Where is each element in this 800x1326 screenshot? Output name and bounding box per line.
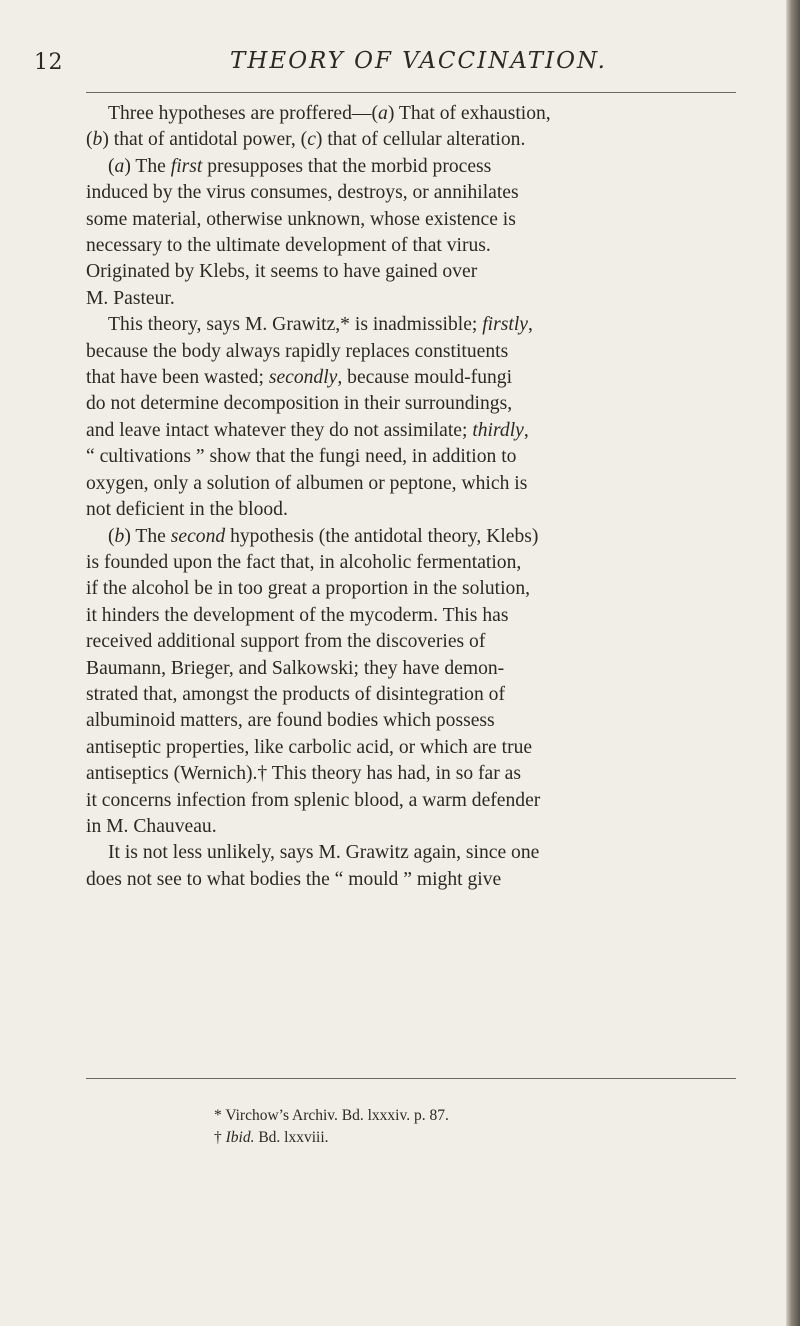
text-line: does not see to what bodies the “ mould ” might give [86,868,502,890]
text-line: antiseptic properties, like carbolic acid, or which are true [86,736,533,758]
paragraph [86,312,738,523]
text-line: in M. Chauveau. [86,815,217,837]
text-line: It is not less unlikely, says M. Grawitz again, since one [108,842,540,864]
text-line: because the body always rapidly replaces constituents [86,340,509,362]
text-line: if the alcohol be in too great a proportion in the solution, [86,578,531,600]
text-line: antiseptics (Wernich).† This theory has had, in so far as [86,763,521,785]
text-line: it concerns infection from splenic blood, a warm defender [86,789,541,811]
text-line: Originated by Klebs, it seems to have gained over [86,261,478,283]
text-line: some material, otherwise unknown, whose existence is [86,208,516,230]
footnote-rule [86,1078,736,1079]
text-line: is founded upon the fact that, in alcoholic fermentation, [86,551,522,573]
page-number: 12 [34,50,63,75]
text-line: and leave intact whatever they do not assimilate; thirdly, [86,419,529,441]
text-line: albuminoid matters, are found bodies which possess [86,710,495,732]
footnote: † Ibid. Bd. lxxviii. [214,1129,329,1146]
text-line: Three hypotheses are proffered—(a) That of exhaustion, [108,103,551,124]
text-line: “ cultivations ” show that the fungi need, in addition to [86,446,517,468]
header-rule [86,92,736,93]
text-line: strated that, amongst the products of disintegration of [86,683,505,705]
page-header [34,48,734,88]
text-line: not deficient in the blood. [86,499,288,521]
footnotes [86,1105,738,1149]
text-line: oxygen, only a solution of albumen or peptone, which is [86,472,528,494]
body-text [86,101,738,893]
book-spine-edge [786,0,800,1326]
text-line: (b) that of antidotal power, (c) that of cellular alteration. [86,129,526,151]
text-line: This theory, says M. Grawitz,* is inadmissible; firstly, [108,314,533,336]
text-line: M. Pasteur. [86,287,175,309]
text-line: Baumann, Brieger, and Salkowski; they have demon- [86,657,505,679]
paragraph [86,154,738,312]
paragraph [86,101,738,154]
text-line: induced by the virus consumes, destroys, or annihilates [86,182,519,204]
text-line: do not determine decomposition in their surroundings, [86,393,513,415]
text-line: that have been wasted; secondly, because mould-fungi [86,367,513,389]
text-line: it hinders the development of the mycoderm. This has [86,604,509,626]
paragraph [86,840,738,893]
text-line: received additional support from the discoveries of [86,631,486,653]
text-line: (a) The first presupposes that the morbid process [108,155,492,177]
footnote: * Virchow’s Archiv. Bd. lxxxiv. p. 87. [214,1107,449,1124]
paragraph [86,524,738,841]
running-title: THEORY OF VACCINATION. [230,48,607,74]
text-line: (b) The second hypothesis (the antidotal theory, Klebs) [108,525,539,547]
text-line: necessary to the ultimate development of that virus. [86,235,491,257]
